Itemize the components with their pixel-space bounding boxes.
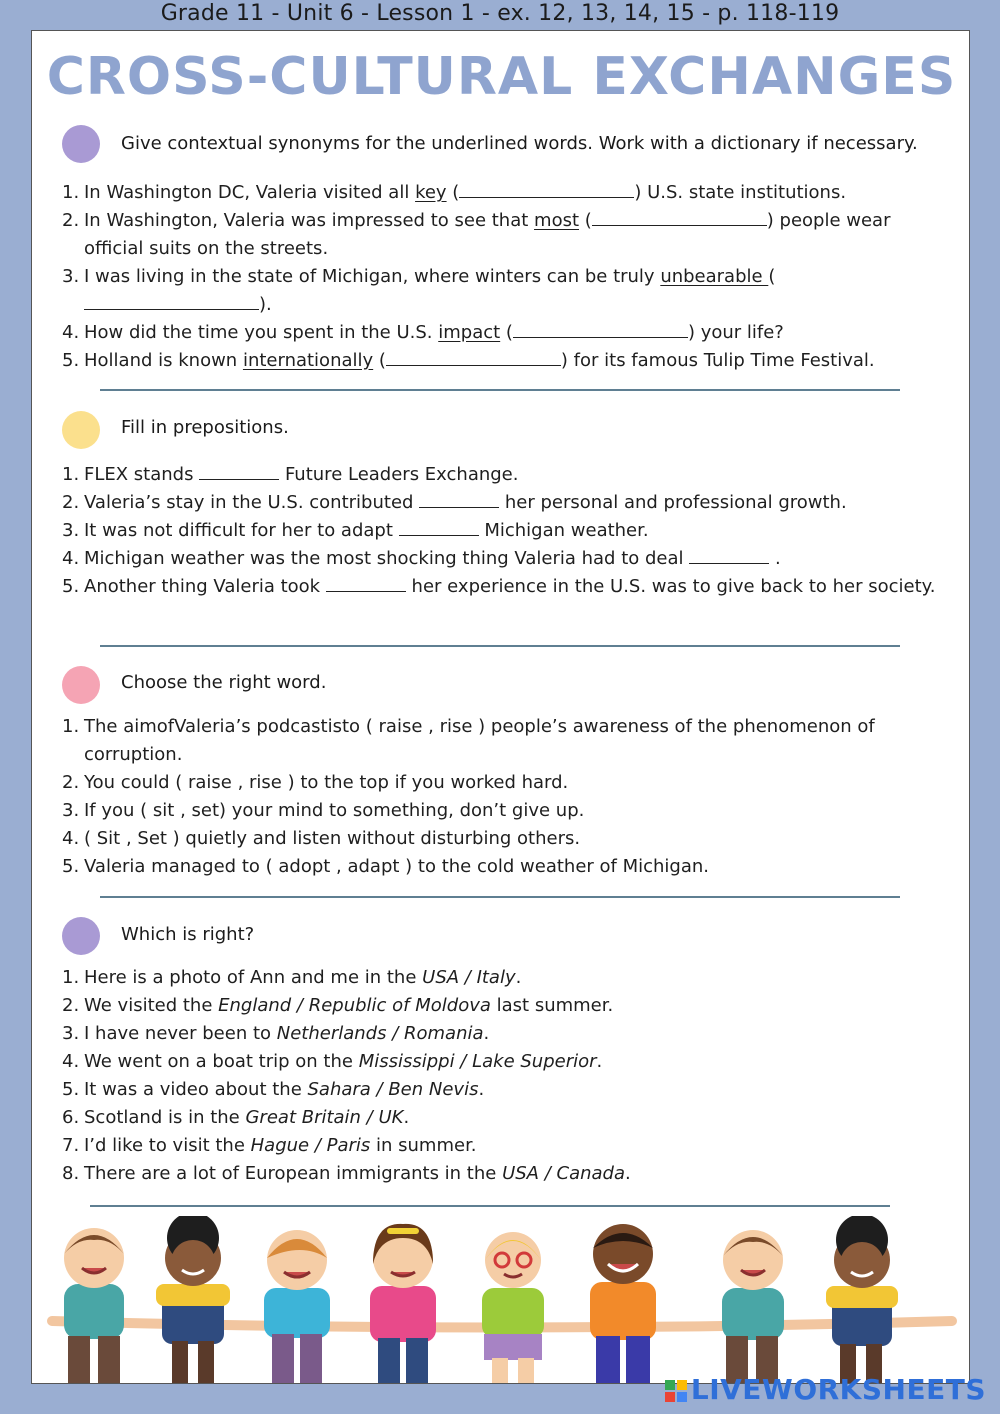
choice-options[interactable]: Great Britain / UK xyxy=(245,1107,404,1128)
exercise-list xyxy=(62,461,942,601)
section-bullet-icon xyxy=(62,411,100,449)
list-item: 4. How did the time you spent in the U.S. impact ( ) your life? xyxy=(62,319,942,347)
answer-blank[interactable] xyxy=(689,545,769,564)
exercise-heading: Give contextual synonyms for the underlined words. Work with a dictionary if necessary. xyxy=(121,133,918,154)
worksheet-title: CROSS-CULTURAL EXCHANGES xyxy=(46,47,957,107)
section-bullet-icon xyxy=(62,125,100,163)
list-item: 3. I have never been to Netherlands / Romania. xyxy=(62,1023,490,1044)
list-item: 3. It was not difficult for her to adapt Michigan weather. xyxy=(62,517,942,545)
choice-options[interactable]: Sahara / Ben Nevis xyxy=(307,1079,479,1100)
answer-blank[interactable] xyxy=(84,291,259,310)
list-item: 3. I was living in the state of Michigan, where winters can be truly unbearable (). xyxy=(62,266,776,315)
list-item: 5. Holland is known internationally ( ) for its famous Tulip Time Festival. xyxy=(62,347,942,375)
list-item: 7. I’d like to visit the Hague / Paris in summer. xyxy=(62,1135,477,1156)
answer-blank[interactable] xyxy=(513,319,688,338)
underlined-word: internationally xyxy=(242,350,374,371)
liveworksheets-watermark[interactable] xyxy=(665,1373,986,1406)
answer-blank[interactable] xyxy=(592,207,767,226)
section-divider xyxy=(100,645,900,647)
underlined-word: key xyxy=(415,182,447,203)
underlined-word: unbearable xyxy=(660,266,769,287)
section-divider xyxy=(100,389,900,391)
section-divider xyxy=(90,1205,890,1207)
worksheet-page xyxy=(31,30,970,1384)
choice-options[interactable]: Hague / Paris xyxy=(250,1135,371,1156)
choice-options[interactable]: USA / Italy xyxy=(422,967,516,988)
liveworksheets-logo-icon xyxy=(665,1380,687,1402)
list-item: 2. We visited the England / Republic of Moldova last summer. xyxy=(62,995,614,1016)
list-item: 2. Valeria’s stay in the U.S. contributed her personal and professional growth. xyxy=(62,489,942,517)
list-item: 4. ( Sit , Set ) quietly and listen without disturbing others. xyxy=(62,828,581,849)
list-item: 1. FLEX stands Future Leaders Exchange. xyxy=(62,461,942,489)
list-item: 2. In Washington, Valeria was impressed to see that most ( ) people wear official suits on the streets. xyxy=(62,207,942,263)
answer-blank[interactable] xyxy=(326,573,406,592)
choice-options[interactable]: Netherlands / Romania xyxy=(276,1023,484,1044)
answer-blank[interactable] xyxy=(419,489,499,508)
choice-options[interactable]: England / Republic of Moldova xyxy=(218,995,491,1016)
list-item: 5. Another thing Valeria took her experience in the U.S. was to give back to her society. xyxy=(62,573,942,601)
answer-blank[interactable] xyxy=(459,179,634,198)
underlined-word: impact xyxy=(438,322,501,343)
exercise-heading: Choose the right word. xyxy=(121,672,327,693)
list-item: 1. In Washington DC, Valeria visited all key ( ) U.S. state institutions. xyxy=(62,179,942,207)
list-item: 1. Here is a photo of Ann and me in the USA / Italy. xyxy=(62,967,522,988)
exercise-which-is-right xyxy=(32,917,970,1197)
list-item: 6. Scotland is in the Great Britain / UK. xyxy=(62,1107,410,1128)
exercise-heading: Which is right? xyxy=(121,924,255,945)
answer-blank[interactable] xyxy=(399,517,479,536)
watermark-text: LIVEWORKSHEETS xyxy=(690,1373,986,1406)
exercise-heading: Fill in prepositions. xyxy=(121,417,289,438)
section-bullet-icon xyxy=(62,666,100,704)
list-item: 4. Michigan weather was the most shocking thing Valeria had to deal . xyxy=(62,545,942,573)
exercise-synonyms xyxy=(32,125,970,405)
list-item: 1. The aimofValeria’s podcastisto ( raise , rise ) people’s awareness of the phenomenon of corruption. xyxy=(62,716,875,765)
choice-options[interactable]: USA / Canada xyxy=(502,1163,625,1184)
answer-blank[interactable] xyxy=(199,461,279,480)
list-item: 2. You could ( raise , rise ) to the top if you worked hard. xyxy=(62,772,569,793)
choice-options[interactable]: Mississippi / Lake Superior xyxy=(358,1051,597,1072)
section-divider xyxy=(100,896,900,898)
underlined-word: most xyxy=(534,210,580,231)
answer-blank[interactable] xyxy=(386,347,561,366)
exercise-list xyxy=(62,179,942,375)
children-holding-hands-illustration xyxy=(32,1216,970,1384)
exercise-list xyxy=(62,713,942,881)
list-item: 8. There are a lot of European immigrants in the USA / Canada. xyxy=(62,1163,631,1184)
list-item: 3. If you ( sit , set) your mind to something, don’t give up. xyxy=(62,800,585,821)
list-item: 5. It was a video about the Sahara / Ben Nevis. xyxy=(62,1079,485,1100)
exercise-prepositions xyxy=(32,411,970,651)
exercise-choose-word xyxy=(32,666,970,906)
section-bullet-icon xyxy=(62,917,100,955)
list-item: 5. Valeria managed to ( adopt , adapt ) to the cold weather of Michigan. xyxy=(62,856,710,877)
exercise-list xyxy=(62,964,942,1188)
worksheet-caption: Grade 11 - Unit 6 - Lesson 1 - ex. 12, 13, 14, 15 - p. 118-119 xyxy=(160,1,840,26)
list-item: 4. We went on a boat trip on the Mississippi / Lake Superior. xyxy=(62,1051,603,1072)
